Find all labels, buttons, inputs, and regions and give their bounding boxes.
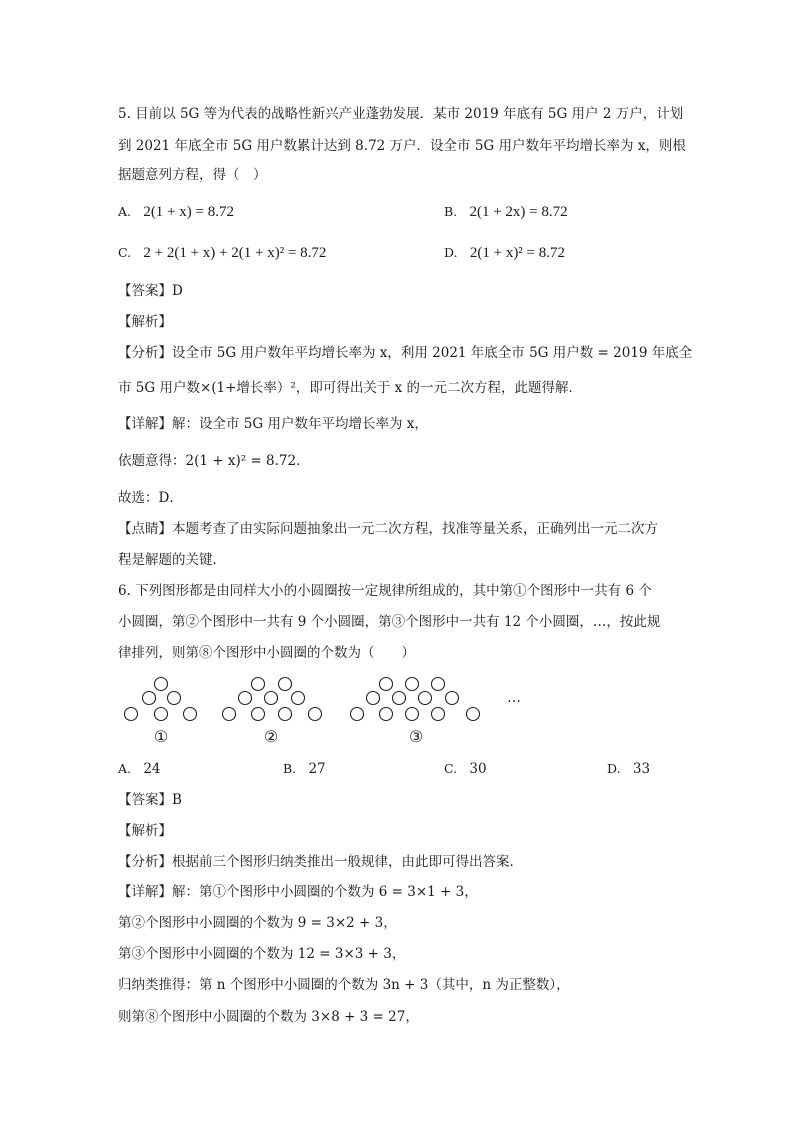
q6-option-a <box>118 759 161 779</box>
figure-label-1: ① <box>153 727 169 746</box>
q5-detail-line-1: 【详解】解：设全市 5G 用户数年平均增长率为 x， <box>118 416 428 432</box>
option-value: 24 <box>143 761 161 777</box>
q5-option-c <box>118 243 326 263</box>
option-value: 27 <box>308 761 326 777</box>
q5-answer: 【答案】D <box>118 283 183 299</box>
q6-option-b <box>283 759 326 779</box>
option-expression: 2(1 + x) = 8.72 <box>143 204 234 220</box>
option-expression: 2 + 2(1 + x) + 2(1 + x)² = 8.72 <box>143 245 327 261</box>
option-label: D. <box>607 761 621 776</box>
q5-analysis-heading: 【解析】 <box>118 314 172 330</box>
q6-stem-line-1: 6. 下列图形都是由同样大小的小圆圈按一定规律所组成的，其中第①个图形中一共有 6 个 <box>118 583 652 599</box>
option-label: C. <box>118 245 132 260</box>
option-label: A. <box>118 204 132 219</box>
option-expression: 2(1 + x)² = 8.72 <box>469 245 566 261</box>
q6-option-c <box>444 759 487 779</box>
option-label: D. <box>444 245 458 260</box>
option-label: B. <box>283 761 297 776</box>
option-label: A. <box>118 761 132 776</box>
q5-option-b <box>444 202 568 222</box>
pattern-figure-1 <box>125 678 197 721</box>
q5-option-d <box>444 243 565 263</box>
q6-analysis-heading: 【解析】 <box>118 823 172 839</box>
q6-detail-line-3: 第③个图形中小圆圈的个数为 12 = 3×3 + 3， <box>118 946 406 962</box>
option-value: 30 <box>469 761 487 777</box>
q5-comment-line-2: 程是解题的关键． <box>118 552 226 568</box>
option-value: 33 <box>632 761 651 777</box>
q5-stem-line-1: 5. 目前以 5G 等为代表的战略性新兴产业蓬勃发展．某市 2019 年底有 5G 用户 2 万户，计划 <box>118 106 684 122</box>
q5-stem-line-2: 到 2021 年底全市 5G 用户数累计达到 8.72 万户．设全市 5G 用户数年平均增长率为 x，则根 <box>118 138 686 154</box>
q6-detail-line-5: 则第⑧个图形中小圆圈的个数为 3×8 + 3 = 27， <box>118 1009 419 1025</box>
circle-pattern-figure <box>118 672 538 752</box>
q6-answer: 【答案】B <box>118 792 182 808</box>
q5-stem-line-3: 据题意列方程，得（ ） <box>118 167 267 183</box>
pattern-figure-3 <box>351 678 480 721</box>
q6-detail-line-4: 归纳类推得：第 n 个图形中小圆圈的个数为 3n + 3（其中，n 为正整数）， <box>118 977 570 993</box>
q6-fenxi: 【分析】根据前三个图形归纳类推出一般规律，由此即可得出答案． <box>118 854 523 870</box>
option-label: B. <box>444 204 458 219</box>
q6-detail-line-1: 【详解】解：第①个图形中小圆圈的个数为 6 = 3×1 + 3， <box>118 884 478 900</box>
q5-fenxi-line-1: 【分析】设全市 5G 用户数年平均增长率为 x，利用 2021 年底全市 5G 用户数 = 2019 年底全 <box>118 345 693 361</box>
q6-stem-line-2: 小圆圈，第②个图形中一共有 9 个小圆圈，第③个图形中一共有 12 个小圆圈，…，按此规 <box>118 614 661 630</box>
option-label: C. <box>444 761 458 776</box>
q5-comment-line-1: 【点睛】本题考查了由实际问题抽象出一元二次方程，找准等量关系，正确列出一元二次方 <box>118 521 658 537</box>
q5-detail-line-2: 依题意得：2(1 + x)² = 8.72． <box>118 453 310 469</box>
q5-choice: 故选：D． <box>118 490 183 506</box>
figure-label-3: ③ <box>408 727 424 746</box>
q5-fenxi-line-2: 市 5G 用户数×(1+增长率）²，即可得出关于 x 的一元二次方程，此题得解． <box>118 380 583 396</box>
q6-option-d <box>607 759 650 779</box>
q6-stem-line-3: 律排列，则第⑧个图形中小圆圈的个数为（ ） <box>118 645 415 661</box>
pattern-figure-2 <box>223 678 322 721</box>
q5-option-a <box>118 202 234 222</box>
option-expression: 2(1 + 2x) = 8.72 <box>469 204 568 220</box>
figure-label-2: ② <box>263 727 279 746</box>
figure-ellipsis: … <box>507 690 521 706</box>
q6-detail-line-2: 第②个图形中小圆圈的个数为 9 = 3×2 + 3， <box>118 915 397 931</box>
